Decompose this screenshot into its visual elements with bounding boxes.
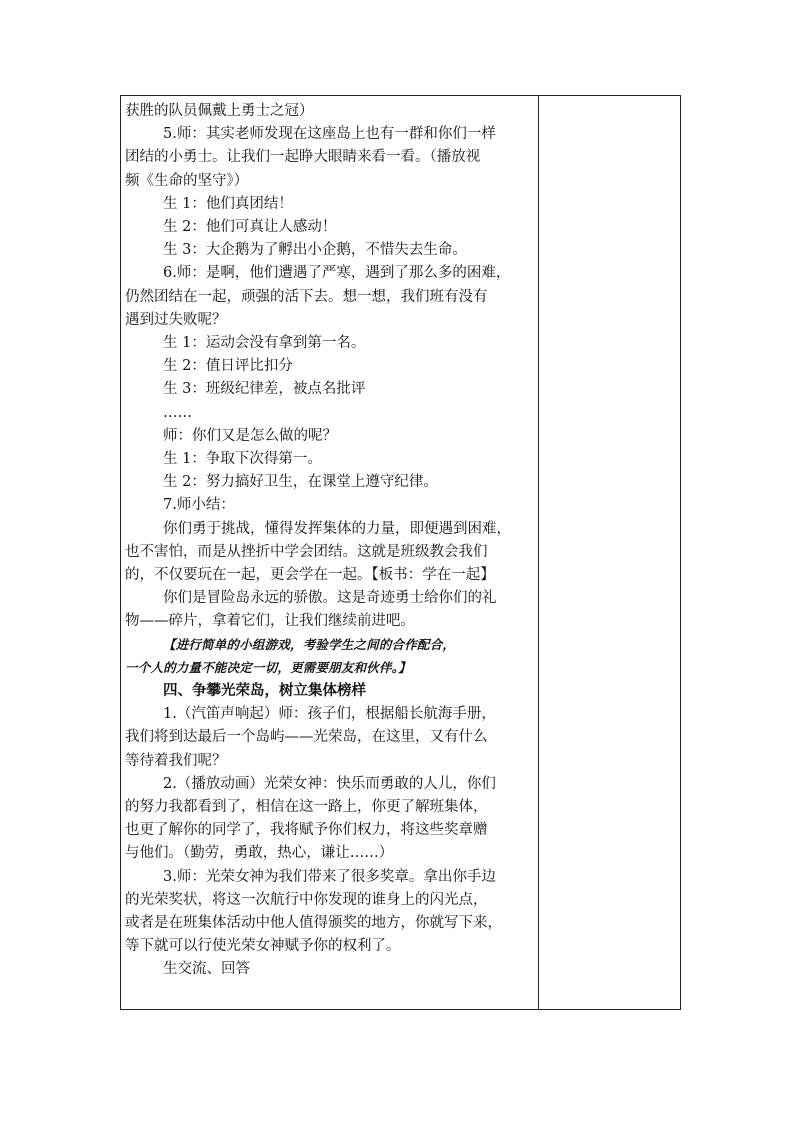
annotation-line: 一个人的力量不能决定一切，更需要朋友和伙伴。】 [125, 659, 411, 675]
text-line: 与他们。（勤劳，勇敢，热心，谦让……） [125, 845, 394, 862]
text-line: 也更了解你的同学了，我将赋予你们权力，将这些奖章赠 [125, 822, 488, 839]
text-line: 生 1：运动会没有拿到第一名。 [163, 335, 366, 351]
text-line: 获胜的队员佩戴上勇士之冠） [125, 103, 314, 119]
text-line: 也不害怕，而是从挫折中学会团结。这就是班级教会我们 [125, 543, 488, 560]
text-line: 生 1：争取下次得第一。 [163, 451, 322, 467]
annotation-line: 【进行简单的小组游戏，考验学生之间的合作配合， [163, 636, 456, 652]
text-line: …… [163, 404, 192, 421]
text-line: 物——碎片，拿着它们，让我们继续前进吧。 [125, 613, 415, 630]
text-line: 遇到过失败呢？ [125, 311, 227, 328]
text-line: 6.师：是啊，他们遭遇了严寒，遇到了那么多的困难， [163, 265, 511, 282]
text-line: 生 2：值日评比扣分 [163, 358, 293, 375]
text-line: 生 3：班级纪律差，被点名批评 [163, 381, 366, 398]
text-line: 3.师：光荣女神为我们带来了很多奖章。拿出你手边 [163, 868, 496, 885]
text-line: 我们将到达最后一个岛屿——光荣岛，在这里，又有什么 [125, 729, 488, 746]
text-line: 或者是在班集体活动中他人值得颁奖的地方，你就写下来， [125, 915, 502, 931]
lesson-plan-table [120, 95, 681, 1010]
text-line: 的光荣奖状，将这一次航行中你发现的谁身上的闪光点， [125, 891, 488, 908]
text-line: 团结的小勇士。让我们一起睁大眼睛来看一看。（播放视 [125, 149, 481, 166]
section-heading: 四、争攀光荣岛，树立集体榜样 [163, 682, 366, 699]
text-line: 7.师小结： [163, 497, 235, 514]
text-line: 1.（汽笛声响起）师：孩子们，根据船长航海手册， [163, 706, 496, 723]
text-line: 的，不仅要玩在一起，更会学在一起。【板书：学在一起】 [125, 567, 495, 583]
text-line: 频《生命的坚守》） [125, 172, 249, 189]
text-line: 你们是冒险岛永远的骄傲。这是奇迹勇士给你们的礼 [163, 590, 497, 607]
text-line: 等待着我们呢？ [125, 752, 227, 769]
lesson-content-column [121, 96, 538, 1009]
text-line: 2.（播放动画）光荣女神：快乐而勇敢的人儿，你们 [163, 775, 496, 792]
text-line: 师：你们又是怎么做的呢？ [163, 427, 337, 444]
text-line: 生 2：他们可真让人感动！ [163, 219, 337, 235]
text-line: 生 3：大企鹅为了孵出小企鹅，不惜失去生命。 [163, 242, 467, 259]
notes-column [539, 96, 680, 1009]
text-line: 5.师：其实老师发现在这座岛上也有一群和你们一样 [163, 126, 496, 143]
text-line: 生 1：他们真团结！ [163, 195, 293, 212]
text-line: 等下就可以行使光荣女神赋予你的权利了。 [125, 938, 401, 955]
text-line: 生 2：努力搞好卫生，在课堂上遵守纪律。 [163, 474, 438, 491]
text-line: 你们勇于挑战，懂得发挥集体的力量，即便遇到困难， [163, 520, 511, 537]
text-line: 的努力我都看到了，相信在这一路上，你更了解班集体， [125, 799, 488, 815]
text-line: 仍然团结在一起，顽强的活下去。想一想，我们班有没有 [125, 288, 488, 305]
text-line: 生交流、回答 [163, 961, 250, 978]
